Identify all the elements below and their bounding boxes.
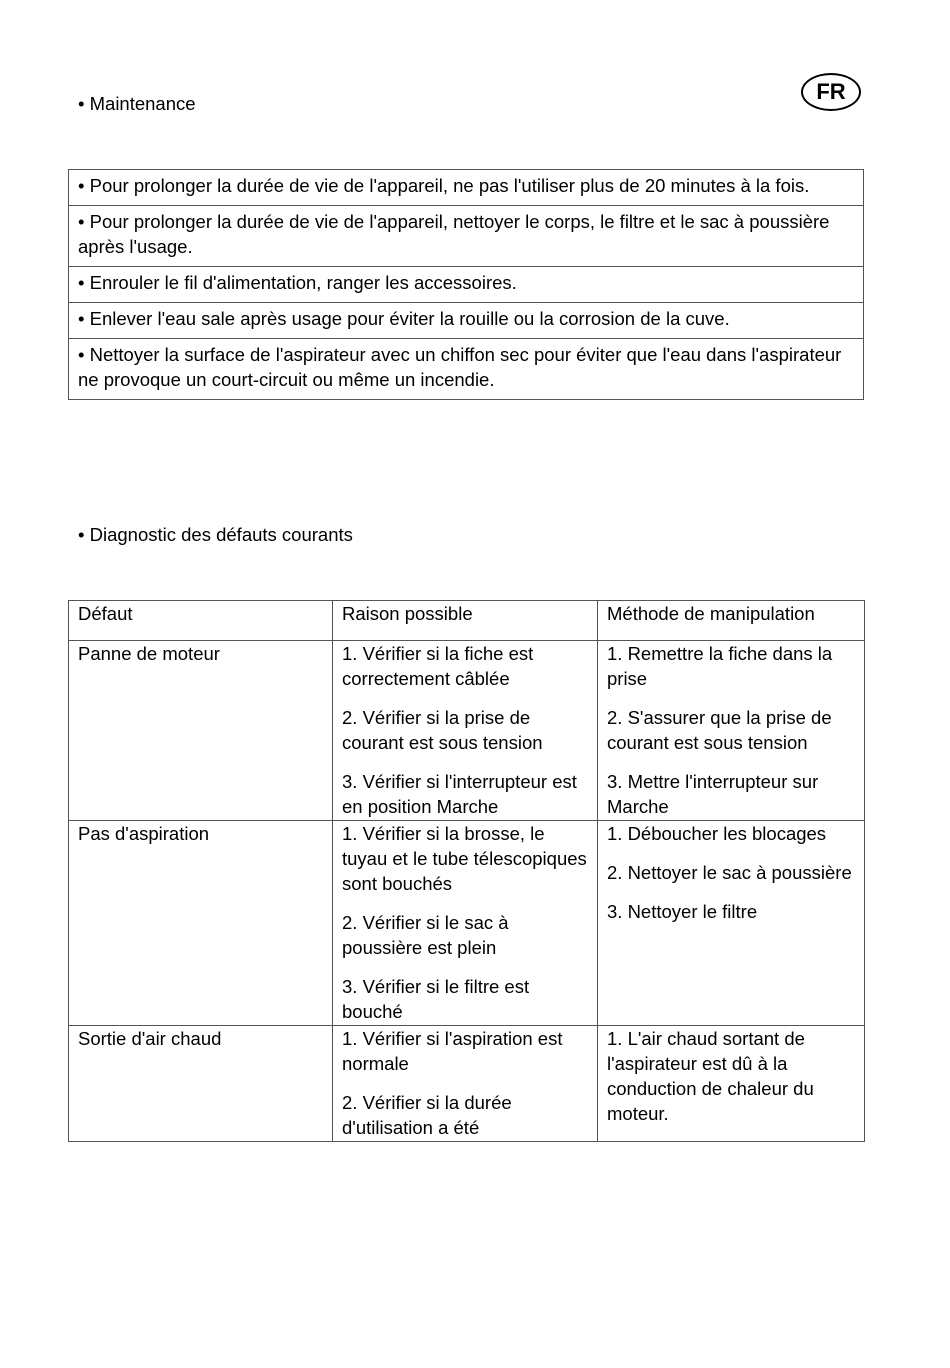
methode-item: 1. L'air chaud sortant de l'aspirateur est dû à la conduction de chaleur du moteur.: [607, 1028, 814, 1124]
diagnostic-heading: • Diagnostic des défauts courants: [78, 524, 353, 545]
methode-cell: [598, 821, 865, 1026]
methode-item: 1. Remettre la fiche dans la prise: [607, 643, 833, 689]
table-row: [69, 641, 865, 821]
raison-item: 1. Vérifier si la fiche est correctement câblée: [342, 643, 534, 689]
raison-item: 2. Vérifier si le sac à poussière est plein: [342, 912, 509, 958]
table-row: [69, 206, 864, 267]
maintenance-item: • Enlever l'eau sale après usage pour éviter la rouille ou la corrosion de la cuve.: [69, 303, 864, 339]
raison-cell: [333, 641, 598, 821]
raison-item: 1. Vérifier si l'aspiration est normale: [342, 1028, 563, 1074]
raison-item: 3. Vérifier si l'interrupteur est en position Marche: [342, 771, 577, 817]
maintenance-table: [68, 169, 864, 400]
defaut-cell: Pas d'aspiration: [69, 821, 333, 1026]
raison-item: 2. Vérifier si la prise de courant est sous tension: [342, 707, 543, 753]
language-badge: FR: [801, 73, 861, 111]
header-raison: Raison possible: [333, 601, 598, 641]
raison-item: 1. Vérifier si la brosse, le tuyau et le tube télescopiques sont bouchés: [342, 823, 587, 894]
maintenance-item: • Pour prolonger la durée de vie de l'appareil, nettoyer le corps, le filtre et le sac à poussière après l'usage.: [69, 206, 864, 267]
maintenance-item: • Pour prolonger la durée de vie de l'appareil, ne pas l'utiliser plus de 20 minutes à la fois.: [69, 170, 864, 206]
table-row: [69, 170, 864, 206]
raison-cell: [333, 821, 598, 1026]
maintenance-item: • Nettoyer la surface de l'aspirateur avec un chiffon sec pour éviter que l'eau dans l'aspirateur ne provoque un court-circuit ou même un incendie.: [69, 339, 864, 400]
methode-item: 2. S'assurer que la prise de courant est sous tension: [607, 707, 832, 753]
maintenance-item: • Enrouler le fil d'alimentation, ranger les accessoires.: [69, 267, 864, 303]
table-row: [69, 821, 865, 1026]
methode-cell: [598, 1026, 865, 1142]
methode-item: 2. Nettoyer le sac à poussière: [607, 862, 852, 883]
methode-item: 3. Nettoyer le filtre: [607, 901, 758, 922]
raison-cell: [333, 1026, 598, 1142]
methode-item: 1. Déboucher les blocages: [607, 823, 827, 844]
table-row: [69, 267, 864, 303]
diagnostic-table: [68, 600, 865, 1142]
header-defaut: Défaut: [69, 601, 333, 641]
defaut-cell: Sortie d'air chaud: [69, 1026, 333, 1142]
header-methode: Méthode de manipulation: [598, 601, 865, 641]
maintenance-heading: • Maintenance: [78, 93, 196, 114]
raison-item: 2. Vérifier si la durée d'utilisation a été: [342, 1092, 512, 1138]
table-header-row: [69, 601, 865, 641]
raison-item: 3. Vérifier si le filtre est bouché: [342, 976, 530, 1022]
defaut-cell: Panne de moteur: [69, 641, 333, 821]
methode-cell: [598, 641, 865, 821]
table-row: [69, 1026, 865, 1142]
table-row: [69, 339, 864, 400]
methode-item: 3. Mettre l'interrupteur sur Marche: [607, 771, 819, 817]
table-row: [69, 303, 864, 339]
